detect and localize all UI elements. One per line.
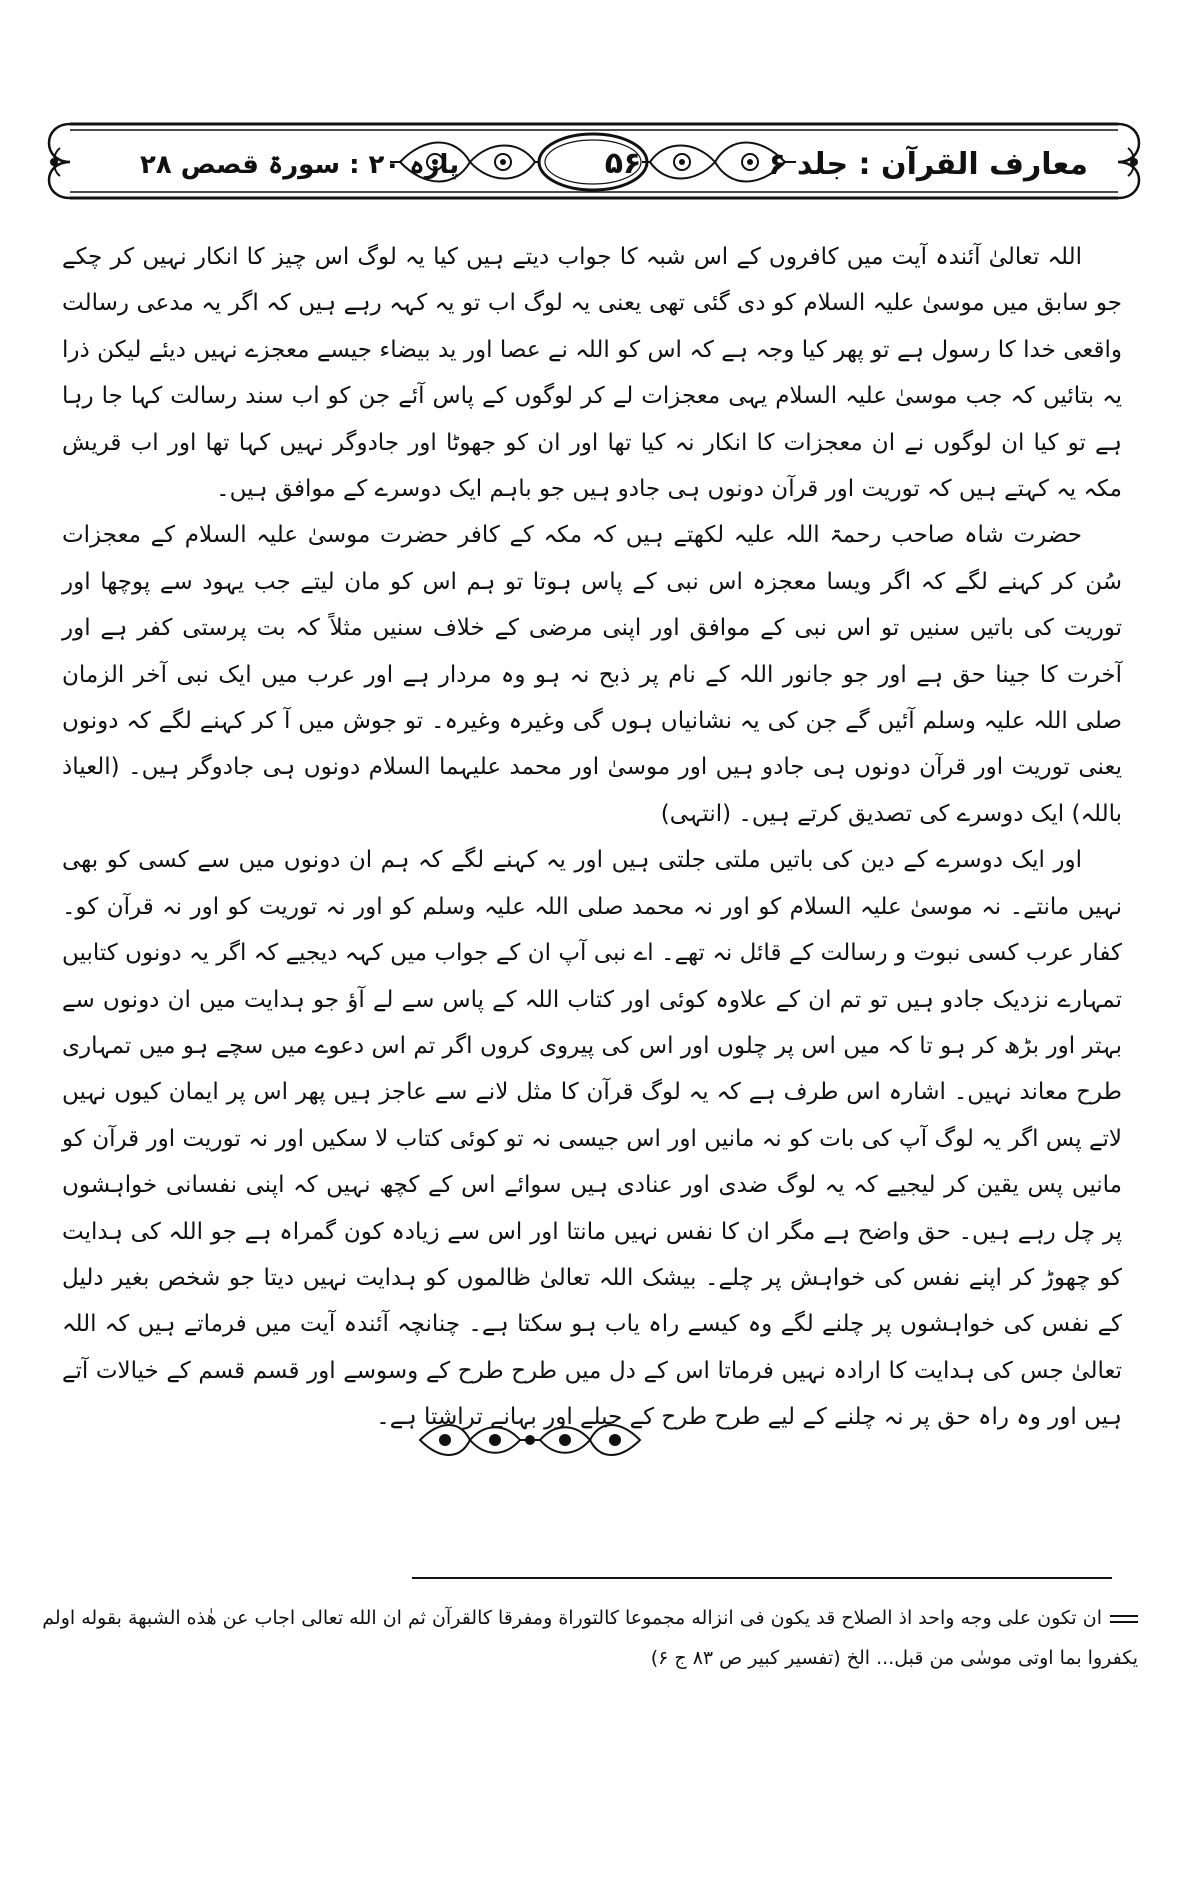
page-number: ۵۶ bbox=[604, 146, 642, 181]
footnote-marker bbox=[1110, 1615, 1138, 1623]
paragraph-1: اللہ تعالیٰ آئندہ آیت میں کافروں کے اس شبہ کا جواب دیتے ہیں کیا یہ لوگ اس چیز کا انکار نہیں کر چکے جو سابق میں موسیٰ علیہ السلام کو دی گئی تھی یعنی یہ لوگ اب تو یہ کہہ رہے ہیں کہ اگر یہ مدعی رسالت واقعی خدا کا رسول ہے تو پھر کیا وجہ ہے کہ اس کو اللہ نے عصا اور ید بیضاء جیسے معجزے نہیں دیئے لیکن ذرا یہ بتائیں کہ جب موسیٰ علیہ السلام یہی معجزات لے کر لوگوں کے پاس آئے جن کو اب سند رسالت کہا جا رہا ہے تو کیا ان لوگوں نے ان معجزات کا انکار نہ کیا تھا اور ان کو جھوٹا اور جادوگر نہیں کہا تھا اور اب قریش مکہ یہ کہتے ہیں کہ توریت اور قرآن دونوں ہی جادو ہیں جو باہم ایک دوسرے کے موافق ہیں۔ bbox=[62, 244, 1122, 503]
para-surah-label: پارہ ۲۰ : سورۃ قصص ۲۸ bbox=[140, 150, 460, 180]
footnote-line-1: ان تکون علی وجه واحد اذ الصلاح قد یکون فی انزاله مجموعا کالتوراة ومفرقا کالقرآن ثم ان الله تعالی اجاب عن هٰذه الشبهة بقوله اولم bbox=[30, 1598, 1138, 1638]
book-title: معارف القرآن : جلد ۶ bbox=[768, 147, 1088, 182]
page-header bbox=[30, 118, 1158, 208]
footnote-line-2: یکفروا بما اوتی موسٰی من قبل... الخ (تفسیر کبیر ص ۸۳ ج ۶) bbox=[650, 1647, 1138, 1669]
paragraph-2: حضرت شاہ صاحب رحمۃ اللہ علیہ لکھتے ہیں کہ مکہ کے کافر حضرت موسیٰ علیہ السلام کے معجزات سُن کر کہنے لگے کہ اگر ویسا معجزہ اس نبی کے پاس ہوتا تو ہم اس کو مان لیتے جب یہود سے پوچھا اور توریت کی باتیں سنیں تو اس نبی کے موافق اور اپنی مرضی کے خلاف سنیں مثلاً کہ بت پرستی کفر ہے اور آخرت کا جینا حق ہے اور جو جانور اللہ کے نام پر ذبح نہ ہو وہ مردار ہے اور عرب میں ایک نبی آخر الزمان صلی اللہ علیہ وسلم آئیں گے جن کی یہ نشانیاں ہوں گی وغیرہ وغیرہ۔ تو جوش میں آ کر کہنے لگے کہ دونوں یعنی توریت اور قرآن دونوں ہی جادو ہیں اور موسیٰ اور محمد علیہما السلام دونوں ہی جادوگر ہیں۔ (العیاذ باللہ) ایک دوسرے کی تصدیق کرتے ہیں۔ (انتہی) bbox=[62, 522, 1122, 827]
section-divider-ornament bbox=[410, 1415, 650, 1469]
main-text bbox=[62, 234, 1122, 1441]
footnote-separator bbox=[412, 1577, 1112, 1579]
footnote bbox=[30, 1598, 1138, 1678]
paragraph-3: اور ایک دوسرے کے دین کی باتیں ملتی جلتی ہیں اور یہ کہنے لگے کہ ہم ان دونوں میں سے کسی کو بھی نہیں مانتے۔ نہ موسیٰ علیہ السلام کو اور نہ محمد صلی اللہ علیہ وسلم کو اور نہ توریت کو اور نہ قرآن کو۔ کفار عرب کسی نبوت و رسالت کے قائل نہ تھے۔ اے نبی آپ ان کے جواب میں کہہ دیجیے کہ اگر یہ دونوں کتابیں تمہارے نزدیک جادو ہیں تو تم ان کے علاوہ کوئی اور کتاب اللہ کے پاس سے لے آؤ جو ہدایت میں ان دونوں سے بہتر اور بڑھ کر ہو تا کہ میں اس پر چلوں اور اس کی پیروی کروں اگر تم اس دعوے میں سچے ہو میں تمہاری طرح معاند نہیں۔ اشارہ اس طرف ہے کہ یہ لوگ قرآن کا مثل لانے سے عاجز ہیں پھر اس پر ایمان کیوں نہیں لاتے پس اگر یہ لوگ آپ کی بات کو نہ مانیں اور اس جیسی نہ تو کوئی کتاب لا سکیں اور نہ توریت اور قرآن کو مانیں پس یقین کر لیجیے کہ یہ لوگ ضدی اور عنادی ہیں سوائے اس کے کچھ نہیں کہ اپنی نفسانی خواہشوں پر چل رہے ہیں۔ حق واضح ہے مگر ان کا نفس نہیں مانتا اور اس سے زیادہ کون گمراہ ہے جو اللہ کی ہدایت کو چھوڑ کر اپنے نفس کی خواہش پر چلے۔ بیشک اللہ تعالیٰ ظالموں کو ہدایت نہیں دیتا جو شخص بغیر دلیل کے نفس کی خواہشوں پر چلنے لگے وہ کیسے راہ یاب ہو سکتا ہے۔ چنانچہ آئندہ آیت میں فرماتے ہیں کہ اللہ تعالیٰ جس کی ہدایت کا ارادہ نہیں فرماتا اس کے دل میں طرح طرح کے وسوسے اور قسم قسم کے خیالات آتے ہیں اور وہ راہ حق پر نہ چلنے کے لیے طرح طرح کے حیلے اور بہانے تراشتا ہے۔ bbox=[62, 847, 1122, 1431]
